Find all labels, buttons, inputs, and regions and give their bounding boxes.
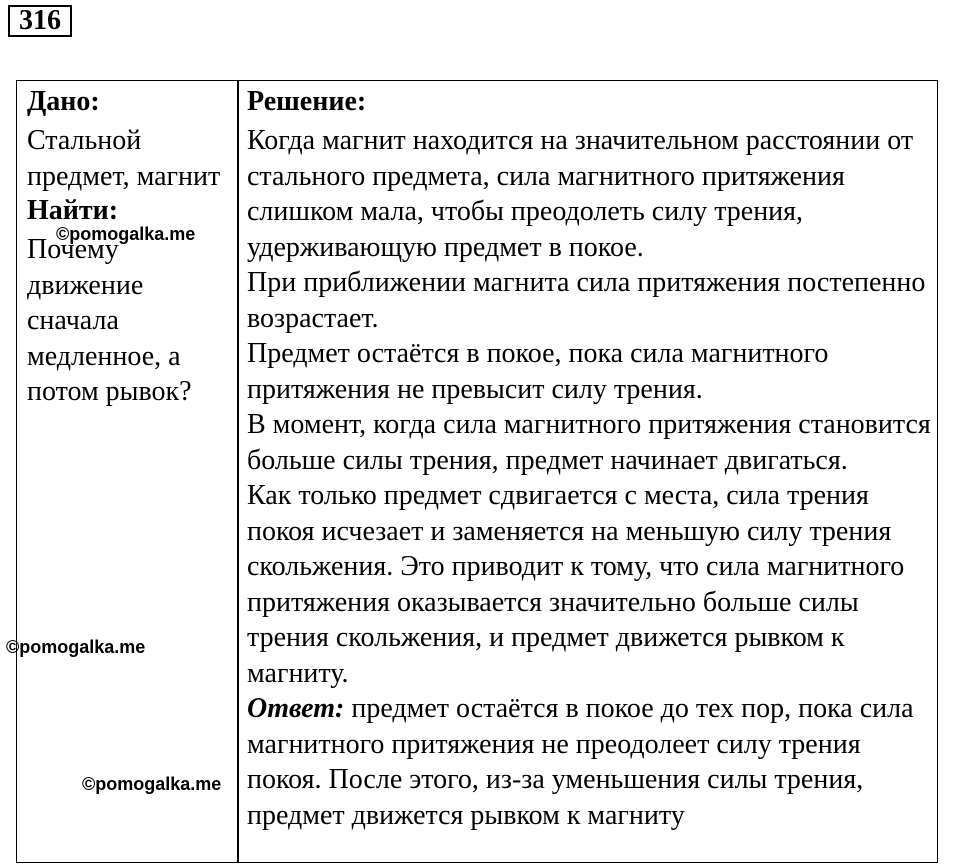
column-divider bbox=[237, 81, 239, 862]
solution-paragraph: Как только предмет сдвигается с места, сила трения покоя исчезает и заменяется на меньшую силу трения скольжения. Это приводит к тому, что сила магнитного притяжения оказывается значительно больше силы трения скольжения, и предмет движется рывком к магниту. bbox=[247, 480, 905, 689]
answer-paragraph bbox=[247, 691, 937, 833]
solution-table bbox=[16, 80, 938, 863]
solution-paragraph: В момент, когда сила магнитного притяжения становится больше силы трения, предмет начинает двигаться. bbox=[247, 409, 931, 476]
solution-paragraph: Предмет остаётся в покое, пока сила магнитного притяжения не превысит силу трения. bbox=[247, 338, 829, 405]
watermark: ©pomogalka.me bbox=[56, 224, 196, 244]
solution-column bbox=[247, 85, 937, 833]
given-text: Стальной предмет, магнит bbox=[27, 125, 221, 192]
given-find-column bbox=[27, 85, 227, 410]
find-text: Почему движение сначала медленное, а потом рывок? bbox=[27, 234, 192, 407]
answer-label: Ответ: bbox=[247, 693, 345, 724]
find-heading: Найти: bbox=[27, 195, 119, 226]
given-heading: Дано: bbox=[27, 86, 100, 117]
solution-paragraph: Когда магнит находится на значительном расстоянии от стального предмета, сила магнитного притяжения слишком мала, чтобы преодолеть силу трения, удерживающую предмет в покое. bbox=[247, 125, 914, 263]
watermark: ©pomogalka.me bbox=[6, 637, 146, 657]
problem-number: 316 bbox=[8, 5, 72, 37]
answer-text: предмет остаётся в покое до тех пор, пока сила магнитного притяжения не преодолеет силу трения покоя. После этого, из-за уменьшения силы трения, предмет движется рывком к магниту bbox=[247, 693, 914, 831]
solution-heading: Решение: bbox=[247, 86, 367, 117]
solution-paragraph: При приближении магнита сила притяжения постепенно возрастает. bbox=[247, 267, 926, 334]
watermark: ©pomogalka.me bbox=[82, 774, 222, 794]
